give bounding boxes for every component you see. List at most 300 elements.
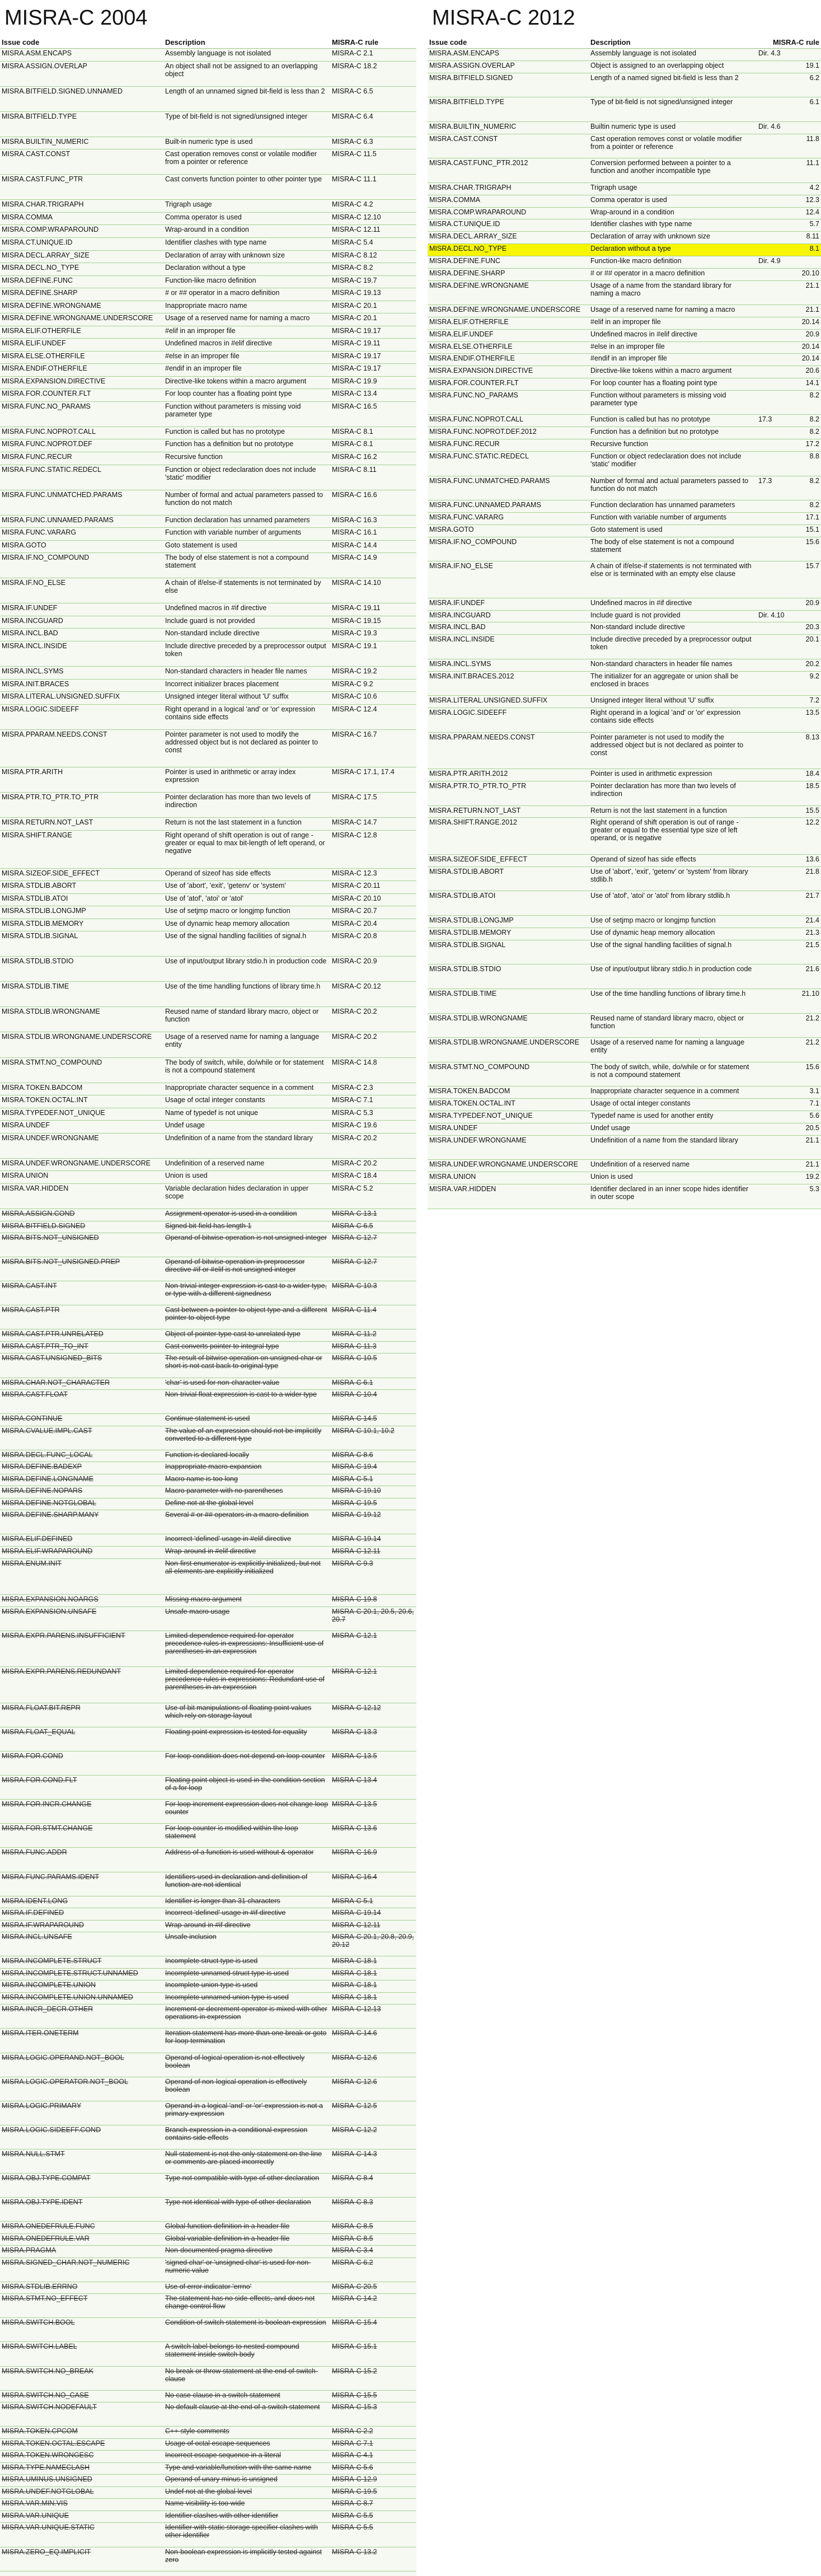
issue-code: MISRA.ELIF.DEFINED (2, 1535, 73, 1543)
rule-number: MISRA-C 12.10 (332, 213, 381, 221)
rule-cell (757, 940, 821, 964)
rule-number: MISRA-C 4.1 (332, 2451, 373, 2460)
description: Reused name of standard library macro, object or function (165, 1008, 319, 1024)
rule-number: MISRA-C 19.8 (332, 1595, 377, 1604)
rule-number: 12.3 (805, 195, 819, 204)
rule-cell (757, 330, 821, 341)
rule-number: MISRA-C 18.1 (332, 1993, 377, 2001)
rule-number: MISRA-C 14.9 (332, 554, 377, 562)
issue-code: MISRA.INCOMPLETE.STRUCT (2, 1957, 102, 1965)
issue-code: MISRA.GOTO (2, 541, 46, 549)
description: The statement has no side-effects, and does not change control flow (165, 2294, 315, 2311)
table-row (428, 672, 821, 696)
rule-number: MISRA-C 12.6 (332, 2053, 377, 2062)
description: Inappropriate macro expansion (165, 1463, 262, 1471)
rule-cell (757, 366, 821, 378)
rule-cell (757, 439, 821, 451)
rule-number: MISRA-C 20.1 (332, 301, 377, 310)
issue-code: MISRA.UNDEF (429, 1123, 478, 1132)
table-row (0, 2499, 416, 2511)
description: For loop counter has a floating point type (590, 379, 717, 387)
description: Recursive function (165, 453, 223, 461)
table-row (0, 1667, 416, 1703)
rule-number: MISRA-C 19.5 (332, 2487, 377, 2495)
description: Operand of bitwise operation in preprocessor directive #if or #elif is not unsigned integer (165, 1258, 305, 1274)
issue-code: MISRA.IF.NO_COMPOUND (2, 554, 90, 562)
table-row (428, 232, 821, 244)
rule-number: 20.3 (805, 623, 819, 631)
issue-code: MISRA.CVALUE.IMPL.CAST (2, 1426, 92, 1435)
rule-number: 20.9 (805, 330, 819, 338)
description: 'signed char' or 'unsigned char' is used for non-numeric value (165, 2258, 311, 2274)
table-row (0, 957, 416, 982)
description: Unsigned integer literal without 'U' suffix (590, 696, 714, 705)
rule-number: 20.9 (805, 598, 819, 607)
description: A switch label belongs to nested compound statement inside switch body (165, 2343, 299, 2359)
description: The body of switch, while, do/while or for statement is not a compound statement (165, 1058, 324, 1074)
rule-number: 19.1 (805, 61, 819, 69)
rule-number: MISRA-C 19.15 (332, 616, 381, 625)
issue-code: MISRA.STDLIB.LONGJMP (429, 916, 514, 924)
table-row (428, 158, 821, 183)
rule-number: MISRA-C 14.2 (332, 2294, 377, 2303)
table-row (428, 855, 821, 867)
description: The body of else statement is not a compound statement (590, 537, 734, 554)
issue-code: MISRA.FUNC.VARARG (429, 513, 504, 521)
issue-code: MISRA.VAR.UNIQUE (2, 2511, 69, 2519)
table-row (0, 667, 416, 680)
rule-number: MISRA-C 19.11 (332, 604, 381, 612)
table-row (428, 989, 821, 1014)
rule-number: MISRA-C 16.4 (332, 1872, 377, 1881)
table-row (0, 2391, 416, 2403)
table-row (0, 2367, 416, 2391)
rule-number: MISRA-C 20.11 (332, 882, 381, 890)
table-row (0, 818, 416, 831)
rule-cell (757, 1123, 821, 1135)
issue-code: MISRA.INCL.INSIDE (429, 635, 495, 644)
rule-number: MISRA-C 8.1 (332, 440, 373, 448)
description: Incorrect escape sequence in a literal (165, 2451, 282, 2460)
table-row (428, 1014, 821, 1038)
rule-number: MISRA-C 16.3 (332, 516, 377, 524)
rule-number: MISRA-C 12.7 (332, 1234, 377, 1242)
table-row (0, 1281, 416, 1305)
table-row (428, 281, 821, 306)
table-row (0, 2547, 416, 2572)
issue-code: MISRA.DEFINE.WRONGNAME.UNDERSCORE (2, 314, 153, 322)
rule-number: MISRA-C 12.7 (332, 1258, 377, 1266)
description: Use of the time handling functions of library time.h (165, 982, 321, 991)
description: Use of dynamic heap memory allocation (165, 919, 290, 928)
description: Function or object redeclaration does not include 'static' modifier (590, 452, 742, 468)
description: Cast operation removes const or volatile modifier from a pointer or reference (590, 134, 742, 151)
issue-code: MISRA.DECL.ARRAY_SIZE (2, 251, 90, 259)
description: Pointer declaration has more than two levels of indirection (165, 793, 311, 809)
issue-code: MISRA.BITS.NOT_UNSIGNED (2, 1234, 99, 1242)
description: Builtin numeric type is used (590, 122, 676, 130)
rule-cell (757, 855, 821, 867)
table-row (428, 635, 821, 659)
table-row (0, 1800, 416, 1824)
table-row (0, 1896, 416, 1909)
table-row (0, 377, 416, 390)
table-row (0, 213, 416, 226)
rule-number: MISRA-C 12.6 (332, 2077, 377, 2086)
table-row (0, 1932, 416, 1956)
issue-code: MISRA.SIZEOF.SIDE_EFFECT (429, 855, 528, 863)
rule-number: MISRA-C 10.4 (332, 1390, 377, 1399)
description: The value of an expression should not be implicitly converted to a different type (165, 1426, 322, 1442)
description: Identifier clashes with type name (590, 220, 692, 228)
rule-number: MISRA-C 20.12 (332, 982, 381, 991)
description: An object shall not be assigned to an overlapping object (165, 62, 318, 78)
description: Identifiers used in declaration and definition of function are not identical (165, 1872, 308, 1889)
rule-number: MISRA-C 20.8 (332, 932, 377, 940)
rule-number: 21.1 (805, 1160, 819, 1169)
issue-code: MISRA.CAST.PTR (2, 1306, 60, 1314)
description: Pointer parameter is not used to modify the addressed object but is not declared as pointer to const (165, 730, 318, 754)
rule-number: MISRA-C 8.5 (332, 2234, 373, 2242)
table-row (0, 1872, 416, 1896)
issue-code: MISRA.INCOMPLETE.STRUCT.UNNAMED (2, 1969, 138, 1977)
table-row (428, 1136, 821, 1160)
directive-number: 17.3 (758, 415, 772, 424)
issue-code: MISRA.UNDEF.WRONGNAME.UNDERSCORE (429, 1160, 578, 1169)
issue-code: MISRA.DEFINE.WRONGNAME (429, 281, 529, 289)
rule-number: MISRA-C 16.5 (332, 402, 377, 410)
issue-code: MISRA.DEFINE.FUNC (429, 256, 501, 265)
rule-number: MISRA-C 16.9 (332, 1848, 377, 1857)
rule-number: MISRA-C 12.11 (332, 226, 381, 234)
description: Function-like macro definition (590, 256, 682, 265)
rule-number: MISRA-C 19.10 (332, 1487, 381, 1495)
issue-code: MISRA.STMT.NO_COMPOUND (2, 1058, 102, 1066)
table-row (428, 940, 821, 965)
rule-cell (757, 97, 821, 121)
description: Length of an unnamed signed bit-field is less than 2 (165, 87, 325, 95)
rule-number: 21.1 (805, 281, 819, 289)
table-row (428, 708, 821, 733)
rule-number: MISRA-C 10.3 (332, 1282, 377, 1290)
description: Undefined macros in #if directive (590, 598, 692, 607)
issue-code: MISRA.UNDEF (2, 1121, 50, 1130)
table-row (0, 1342, 416, 1354)
issue-code: MISRA.FLOAT.BIT.REPR (2, 1703, 81, 1712)
table-row (428, 208, 821, 220)
description: Conversion performed between a pointer to a function and another incompatible type (590, 159, 731, 175)
description: Undefinition of a reserved name (165, 1159, 265, 1167)
rule-number: MISRA-C 19.2 (332, 667, 377, 676)
rule-number: MISRA-C 13.4 (332, 390, 377, 398)
description: Right operand of shift operation is out of range - greater or equal to max bit-length of left operand, or negative (165, 831, 325, 855)
description: Goto statement is used (165, 541, 237, 549)
table-row (428, 781, 821, 806)
rule-number: 9.2 (809, 672, 819, 680)
table-row (428, 256, 821, 269)
table-row (0, 2294, 416, 2318)
table-row (0, 906, 416, 919)
rule-cell (757, 269, 821, 280)
rule-cell (757, 195, 821, 207)
issue-code: MISRA.RETURN.NOT_LAST (429, 806, 521, 814)
issue-code: MISRA.ELIF.OTHERFILE (429, 317, 509, 326)
rule-cell (757, 1099, 821, 1111)
issue-code: MISRA.DECL.NO_TYPE (429, 245, 507, 253)
description: Continue statement is used (165, 1415, 250, 1423)
description: Macro name is too long (165, 1474, 238, 1483)
description: Use of the signal handling facilities of signal.h (165, 932, 307, 940)
description: Usage of a reserved name for naming a language entity (590, 1038, 745, 1055)
issue-code: MISRA.UMINUS.UNSIGNED (2, 2475, 92, 2484)
rule-number: MISRA-C 19.3 (332, 629, 377, 638)
issue-code: MISRA.DEFINE.BADEXP (2, 1463, 82, 1471)
rule-number: 20.10 (801, 269, 819, 277)
rule-cell (757, 1160, 821, 1172)
issue-code: MISRA.BITFIELD.SIGNED (429, 73, 513, 82)
description: 'char' is used for non-character value (165, 1378, 280, 1387)
description: Function without parameters is missing void parameter type (165, 402, 301, 418)
table-row (428, 659, 821, 672)
issue-code: MISRA.DECL.NO_TYPE (2, 264, 79, 272)
rule-cell (757, 1111, 821, 1123)
rule-number: MISRA-C 13.1 (332, 1210, 377, 1217)
table-row (428, 964, 821, 989)
description: Recursive function (590, 440, 648, 448)
issue-code: MISRA.CAST.CONST (2, 150, 71, 158)
issue-code: MISRA.DEFINE.SHARP (429, 269, 505, 277)
rule-number: MISRA-C 12.9 (332, 2475, 377, 2484)
table-row (428, 769, 821, 781)
table-row (428, 1160, 821, 1172)
table-row (0, 389, 416, 402)
description: Union is used (590, 1173, 633, 1181)
table-row (428, 476, 821, 501)
rule-cell (757, 158, 821, 182)
table-row (0, 1462, 416, 1474)
issue-code: MISRA.FOR.INCR.CHANGE (2, 1800, 92, 1809)
description: Right operand in a logical 'and' or 'or' expression contains side effects (165, 705, 316, 721)
description: For loop counter has a floating point type (165, 390, 292, 398)
rule-cell (757, 232, 821, 243)
rule-number: 15.6 (805, 537, 819, 546)
issue-code: MISRA.PRAGMA (2, 2246, 57, 2255)
description: Undefined macros in #elif directive (165, 339, 273, 348)
issue-code: MISRA.FUNC.PARAMS.IDENT (2, 1872, 100, 1881)
rule-number: 20.6 (805, 367, 819, 375)
issue-code: MISRA.EXPANSION.DIRECTIVE (429, 367, 533, 375)
rule-number: MISRA-C 20.10 (332, 894, 381, 902)
issue-code: MISRA.FOR.STMT.CHANGE (2, 1824, 93, 1833)
description: Function is called but has no prototype (165, 427, 285, 435)
issue-code: MISRA.CAST.PTR.UNRELATED (2, 1330, 104, 1338)
description: Declaration without a type (165, 264, 246, 272)
table-row (0, 1486, 416, 1498)
description: Increment or decrement operator is mixed with other operations in expression (165, 2005, 327, 2021)
table-row (0, 1134, 416, 1159)
rule-number: MISRA-C 18.1 (332, 1981, 377, 1989)
issue-code: MISRA.ENDIF.OTHERFILE (429, 354, 515, 363)
description: Inappropriate character sequence in a comment (165, 1083, 314, 1092)
description: Floating point object is used in the condition section of a for loop (165, 1776, 325, 1792)
rule-cell (757, 1172, 821, 1184)
description: Incorrect 'defined' usage in #elif directive (165, 1535, 292, 1543)
rule-number: MISRA-C 20.4 (332, 919, 377, 928)
rule-cell (757, 708, 821, 732)
issue-code: MISRA.CAST.INT (2, 1282, 57, 1290)
description: Wrap-around in #if directive (165, 1921, 251, 1929)
rule-number: MISRA-C 10.1, 10.2 (332, 1426, 395, 1435)
rule-number: 11.8 (806, 134, 819, 143)
rule-cell (757, 891, 821, 915)
issue-code: MISRA.TOKEN.BADCOM (429, 1087, 510, 1095)
description: Undef usage (590, 1123, 630, 1132)
description: Identifier declared in an inner scope hides identifier in outer scope (590, 1184, 749, 1201)
rule-cell (757, 1014, 821, 1038)
issue-code: MISRA.DEFINE.SHARP.MANY (2, 1511, 99, 1519)
issue-code: MISRA.STDLIB.WRONGNAME (2, 1008, 100, 1016)
rule-number: 17.1 (805, 513, 819, 521)
table-row (0, 2258, 416, 2282)
description: The result of bitwise operation on unsigned char or short is not cast back to original type (165, 1354, 322, 1370)
description: Global function definition in a header file (165, 2222, 290, 2231)
rule-cell (757, 183, 821, 195)
rule-number: 21.5 (805, 940, 819, 949)
rule-number: MISRA-C 8.4 (332, 2174, 373, 2182)
table-row (0, 1751, 416, 1776)
description: Non-trivial integer expression is cast to a wider type, or type with a different signedness (165, 1282, 327, 1298)
table-row (0, 578, 416, 603)
issue-code: MISRA.IF.NO_ELSE (2, 579, 65, 587)
rule-cell (757, 61, 821, 73)
table-row (0, 2149, 416, 2174)
rule-number: MISRA-C 8.12 (332, 251, 377, 259)
description: Incorrect 'defined' usage in #if directive (165, 1909, 286, 1917)
table-row (428, 928, 821, 940)
rule-number: 13.5 (805, 709, 819, 717)
issue-code: MISRA.UNDEF.WRONGNAME (429, 1136, 527, 1144)
issue-code: MISRA.INCL.BAD (2, 629, 58, 638)
issue-code: MISRA.IF.NO_COMPOUND (429, 537, 517, 546)
table-row (0, 427, 416, 440)
description: Use of the time handling functions of library time.h (590, 989, 746, 997)
issue-code: MISRA.LITERAL.UNSIGNED.SUFFIX (2, 692, 120, 701)
table-row (428, 806, 821, 818)
rule-number: MISRA-C 2.2 (332, 2427, 373, 2436)
rule-number: MISRA-C 4.2 (332, 200, 373, 209)
description: Return is not the last statement in a function (165, 818, 302, 827)
description: Directive-like tokens within a macro argument (165, 377, 307, 385)
issue-code: MISRA.STDLIB.MEMORY (429, 928, 512, 936)
rule-number: 20.14 (801, 342, 819, 350)
description: Use of 'abort', 'exit', 'getenv' or 'system' from library stdlib.h (590, 867, 748, 883)
issue-code: MISRA.COMMA (2, 213, 53, 221)
issue-code: MISRA.STDLIB.ERRNO (2, 2282, 78, 2291)
table-row (428, 1038, 821, 1062)
rule-number: 21.10 (801, 989, 819, 997)
issue-code: MISRA.FUNC.NO_PARAMS (429, 391, 518, 399)
directive-number: Dir. 4.6 (758, 122, 781, 130)
description: Inappropriate macro name (165, 301, 247, 310)
table-row (0, 641, 416, 667)
table-row (428, 378, 821, 391)
rule-number: 20.5 (805, 1123, 819, 1132)
rule-cell (757, 733, 821, 769)
description: Include directive preceded by a preprocessor output token (165, 641, 326, 658)
rule-number: MISRA-C 14.10 (332, 579, 381, 587)
rule-number: MISRA-C 12.12 (332, 1703, 381, 1712)
rule-number: 3.1 (809, 1087, 819, 1095)
table-row (0, 452, 416, 465)
rule-cell (757, 208, 821, 219)
rule-number: MISRA-C 5.4 (332, 238, 373, 246)
issue-code: MISRA.ELIF.OTHERFILE (2, 326, 81, 335)
description: Union is used (165, 1172, 208, 1180)
rule-number: MISRA-C 19.12 (332, 1511, 381, 1519)
description: For loop increment expression does not change loop counter (165, 1800, 329, 1816)
rule-number: MISRA-C 6.5 (332, 1221, 373, 1230)
issue-code: MISRA.SWITCH.LABEL (2, 2343, 77, 2351)
rule-number: MISRA-C 8.5 (332, 2222, 373, 2231)
table-row (0, 364, 416, 377)
description: A chain of if/else-if statements is not terminated with else or is terminated with an empty else clause (590, 562, 752, 578)
description: Function is declared locally (165, 1450, 250, 1459)
table-row (428, 525, 821, 537)
issue-code: MISRA.STDLIB.ABORT (429, 867, 504, 875)
issue-code: MISRA.INCOMPLETE.UNION (2, 1981, 96, 1989)
description: Cast between a pointer to object type and a different pointer to object type (165, 1306, 327, 1322)
description: Include guard is not provided (590, 611, 681, 619)
rule-number: MISRA-C 19.17 (332, 364, 381, 373)
description: Iteration statement has more than one break or goto for loop termination (165, 2029, 327, 2045)
description: Pointer parameter is not used to modify the addressed object but is not declared as pointer to const (590, 733, 744, 757)
description: Usage of a reserved name for naming a macro (590, 306, 735, 314)
description: Right operand of shift operation is out of range - greater or equal to the essential type size of left operand, or is negative (590, 818, 739, 842)
table-row (0, 2282, 416, 2294)
description: # or ## operator in a macro definition (590, 269, 705, 277)
table-row (0, 2451, 416, 2463)
issue-code: MISRA.ELSE.OTHERFILE (429, 342, 513, 350)
issue-code: MISRA.BITFIELD.TYPE (429, 98, 505, 106)
rule-number: 18.4 (805, 770, 819, 778)
rule-number: MISRA-C 5.1 (332, 1896, 373, 1905)
rule-number: 5.7 (809, 220, 819, 228)
table-row (0, 1595, 416, 1607)
table-row (0, 894, 416, 907)
table-row (0, 793, 416, 818)
description: Declaration without a type (590, 245, 671, 253)
issue-code: MISRA.FOR.COUNTER.FLT (429, 379, 519, 387)
rule-number: MISRA-C 12.1 (332, 1668, 377, 1676)
rule-cell (757, 391, 821, 415)
rule-number: MISRA-C 8.2 (332, 264, 373, 272)
rule-number: 15.1 (805, 525, 819, 533)
misra-2012-rows (428, 49, 821, 1209)
rule-cell (757, 806, 821, 818)
rule-number: MISRA-C 13.3 (332, 1728, 377, 1736)
rule-cell (757, 49, 821, 60)
issue-code: MISRA.OBJ.TYPE.COMPAT (2, 2174, 91, 2182)
issue-code: MISRA.CAST.CONST (429, 134, 498, 143)
issue-code: MISRA.DEFINE.LONGNAME (2, 1474, 93, 1483)
rule-cell (757, 476, 821, 500)
issue-code: MISRA.TYPEDEF.NOT_UNIQUE (429, 1112, 533, 1120)
rule-number: 15.7 (805, 562, 819, 570)
issue-code: MISRA.ENUM.INIT (2, 1559, 62, 1567)
table-row (0, 2342, 416, 2366)
rule-number: MISRA-C 5.1 (332, 1474, 373, 1483)
description: Goto statement is used (590, 525, 663, 533)
